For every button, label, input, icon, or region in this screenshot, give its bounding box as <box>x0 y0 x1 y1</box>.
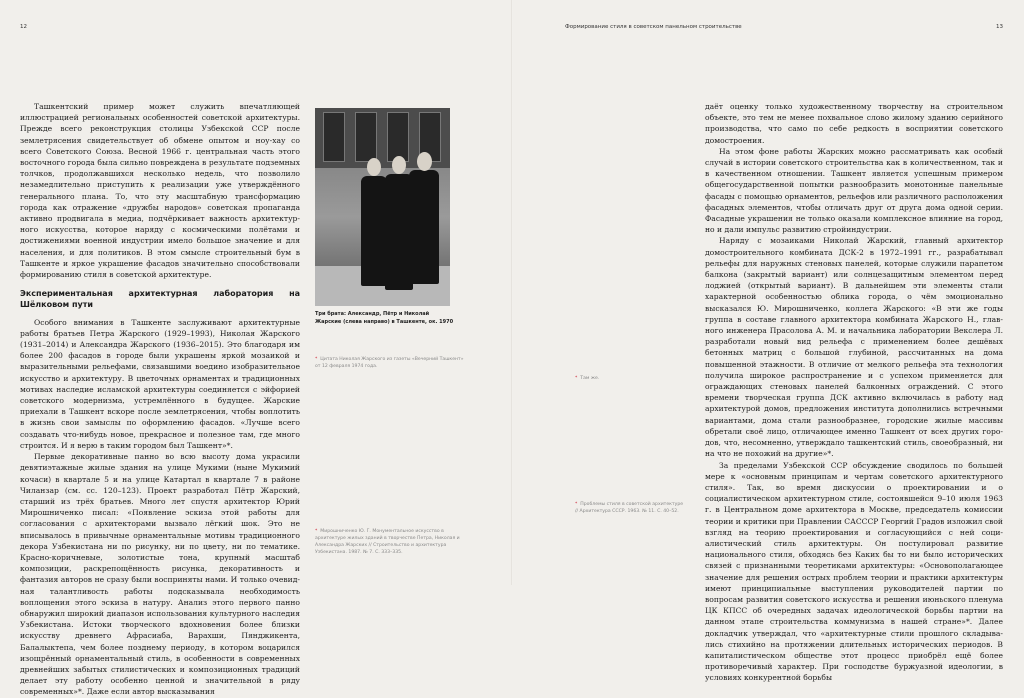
brothers-photo <box>315 108 450 306</box>
photo-head <box>417 152 432 171</box>
footnote-marker: * <box>315 357 318 362</box>
photo-window <box>355 112 377 162</box>
footnote-text: Мирошниченко Ю. Г. Монументальное искусство в архитектуре жилых зданий в творчестве Петра, Николая и Александра Жарских // Строительство и архитектура Узбекистана. 1987. № 7. С. 333–335. <box>315 529 460 555</box>
photo-figure-left <box>361 176 387 286</box>
book-gutter <box>511 0 513 585</box>
paragraph: За пределами Узбекской ССР обсуждение сводилось по большей мере к «основным принципам и чертам советского архитектурного стиля». Так, во время дискуссии о проектировании и о социалистическом архитектурном стиле, состоявшейся 9–10 июля 1963 г. в Центральном доме архитектора в Москве, председатель комиссии теории и критики при Правлении САСССР Георгий Градов изложил свой взгляд на теорию проектирования и согласующийся с ней социалистический стиль архитектуры. Он постулировал развитие национального стиля, обходясь без Каких бы то ни было исторических связей с признанными теоретиками архитектуры: «Основополагающее значение для решения острых проблем теории и практики архитектуры имеют принципиальные выступления руководителей партии по вопросам развития советского искусства и решения июньского пленума ЦК КПСС об очередных задачах идеологической борьбы партии на данном этапе строительства коммунизма в нашей стране»*. Далее докладчик утверждал, что «архитектурные стили прошлого складывались стихийно на протяжении длительных исторических периодов. В капиталистическом обществе этот процесс приобрёл ещё более противоречивый характер. При господстве буржуазной идеологии, в условиях конкурентной борьбы <box>705 460 1003 683</box>
footnote <box>575 501 685 515</box>
paragraph: даёт оценку только художественному творчеству на строительном объекте, это тем не менее похвальное слово жилому зданию серийного производства, что само по себе редкость в восприятии советского домостроения. <box>705 102 1003 145</box>
footnote <box>315 528 465 556</box>
photo-figure-right <box>409 170 439 284</box>
paragraph: На этом фоне работы Жарских можно рассматривать как особый случай в истории советского строительства как в количественном, так и в качественном отношении. Ташкент является успешным примером общегосударственной попытки разнообразить монотонные панельные фасады с помощью орнаментов, рельефов или различного расположения фасадных элементов, чтобы отличать друг от друга дома одной серии. Фасадные украшения не только оказали комплексное влияние на город, но и дали импульс развитию стройиндустрии. <box>705 146 1003 235</box>
footnote-marker: * <box>575 376 578 381</box>
paragraph: Первые декоративные панно во всю высоту дома украсили девятиэтажные жилые здания на улице Мукими (ныне Мукимий кочаси) в квартале 5 и на улице Катартал в квартале 7 в районе Чиланзар (см. сс. 120–123). Проект разработал Пётр Жарский, старший из трёх братьев. Много лет спустя архитектор Юрий Мирошниченко писал: «Появление эскиза этой работы для согласования с архитекторами вызвало лёгкий шок. Это не вписывалось в привычные орнаментальные мотивы традиционного декора Узбекистана ни по рисунку, ни по цвету, ни по тематике. Красно-коричневые, золотистые тона, крупный масштаб композиции, раскрепощённость рисунка, декоративность и фантазия авторов не сразу были восприняты нами. И только очевидная талантливость работы подсказывала необходимость воплощения этого эскиза в натуру. Анализ этого первого панно обнаружил широкий диапазон использования культурного наследия Узбекистана. Истоки творческого вдохновения более близки искусству древнего Афрасиаба, Варахши, Пянджикента, Балалыктепа, чем более позднему периоду, в котором воцарился изощрённый орнаментальный стиль, в особенности в современных древнейших забытых стилистических и композиционных традиций делает эту работу особенно ценной и значительной в ряду современных»*. Даже если автор высказывания <box>20 452 300 697</box>
footnote <box>575 375 675 382</box>
left-text-column <box>20 101 300 698</box>
photo-head <box>367 158 381 176</box>
photo-window <box>323 112 345 162</box>
photo-head <box>392 156 406 174</box>
footnote <box>315 356 465 370</box>
paragraph: Ташкентский пример может служить впечатляющей иллюстрацией региональных особенностей советской архитектуры. Прежде всего реконструкция столицы Узбекской ССР после землетрясения свидетельствует об обмене опытом и ноу-хау со всего Советского Союза. Весной 1966 г. центральная часть этого восточного города была сильно повреждена в результате подземных толчков, продолжавшихся несколько недель, что позволило незамедлительно приступить к реализации уже утверждённого генерального плана. То, что эту масштабную трансформацию города как отражение «дружбы народов» советская пропаганда активно продвигала в медиа, подчёркивает важность архитектурного искусства, которое наряду с космическими полётами и достижениями военной индустрии имело большое значение и для населения, и для политиков. В этом смысле строительный бум в Ташкенте и яркое украшение фасадов значительно способствовали формированию стиля в советской архитектуре. <box>20 102 300 280</box>
footnote-text: Проблемы стиля в советской архитектуре // Архитектура СССР. 1963. № 11. С. 40–52. <box>575 502 684 514</box>
page-number-left: 12 <box>20 24 27 30</box>
paragraph: Наряду с мозаиками Николай Жарский, главный архитектор домостроительного комбината ДСК-2 в 1972–1991 гг., разрабатывал рельефы для наружных стеновых панелей, которые служили парапетом балкона (закрытый вариант) или солнцезащитным элементом перед лоджией (открытый вариант). В дальнейшем эти элементы стали характерной особенностью облика города, о чём эмоционально высказался Ю. Мирошниченко, коллега Жарского: «В эти же годы группа в составе главного архитектора комбината Жарского Н., главного инженера Прасолова А. М. и начальника лаборатории Векслера Л. разработали новый вид рельефа с применением более дешёвых бетонных матриц с большой глубиной, рассчитанных на дома повышенной этажности. В отличие от мелкого рельефа эта технология получила широкое распространение и с успехом применяется для ограждающих стеновых панелей балконных ограждений. С этого времени творческая группа ДСК активно включилась в работу над архитектурой домов, предложения института дополнились встречными вариантами, дома стали разнообразнее, городские жилые массивы обретали своё лицо, отличающее именно Ташкент от всех других городов, что, несомненно, утверждало ташкентский стиль, своеобразный, ни на что не похожий на другие»*. <box>705 236 1003 459</box>
footnote-marker: * <box>315 529 318 534</box>
section-heading: Экспериментальная архитектурная лаборатория на Шёлковом пути <box>20 289 300 310</box>
page-number-right: 13 <box>996 24 1003 30</box>
footnote-marker: * <box>575 502 578 507</box>
right-text-column <box>705 101 1003 684</box>
footnote-text: Цитата Николая Жарского из газеты «Вечерний Ташкент» от 12 февраля 1974 года. <box>315 357 464 369</box>
photo-window <box>387 112 409 162</box>
running-title: Формирование стиля в советском панельном строительстве <box>565 24 742 30</box>
footnote-text: Там же. <box>580 376 600 381</box>
paragraph: Особого внимания в Ташкенте заслуживают архитектурные работы братьев Петра Жарского (1929–1993), Николая Жарского (1931–2014) и Александра Жарского (1936–2015). Это благодаря им более 200 фасадов в городе были украшены яркой мозаикой и выразительными рельефами, связавшими воедино изобразительное искусство и архитектуру. В цветочных орнаментах и традиционных мотивах наследие исламской архитектуры соединяется с эйфорией советского модернизма, устремлённого в будущее. Жарские приехали в Ташкент вскоре после землетрясения, чтобы воплотить в жизнь свои замыслы по оформлению фасадов. «Лучше всего создавать что-нибудь новое, прекрасное и полезное там, где много строится. И я верю в таким городом был Ташкент»*. <box>20 317 300 450</box>
photo-caption: Три брата: Александр, Пётр и Николай Жарские (слева направо) в Ташкенте, ок. 1970 <box>315 311 454 325</box>
